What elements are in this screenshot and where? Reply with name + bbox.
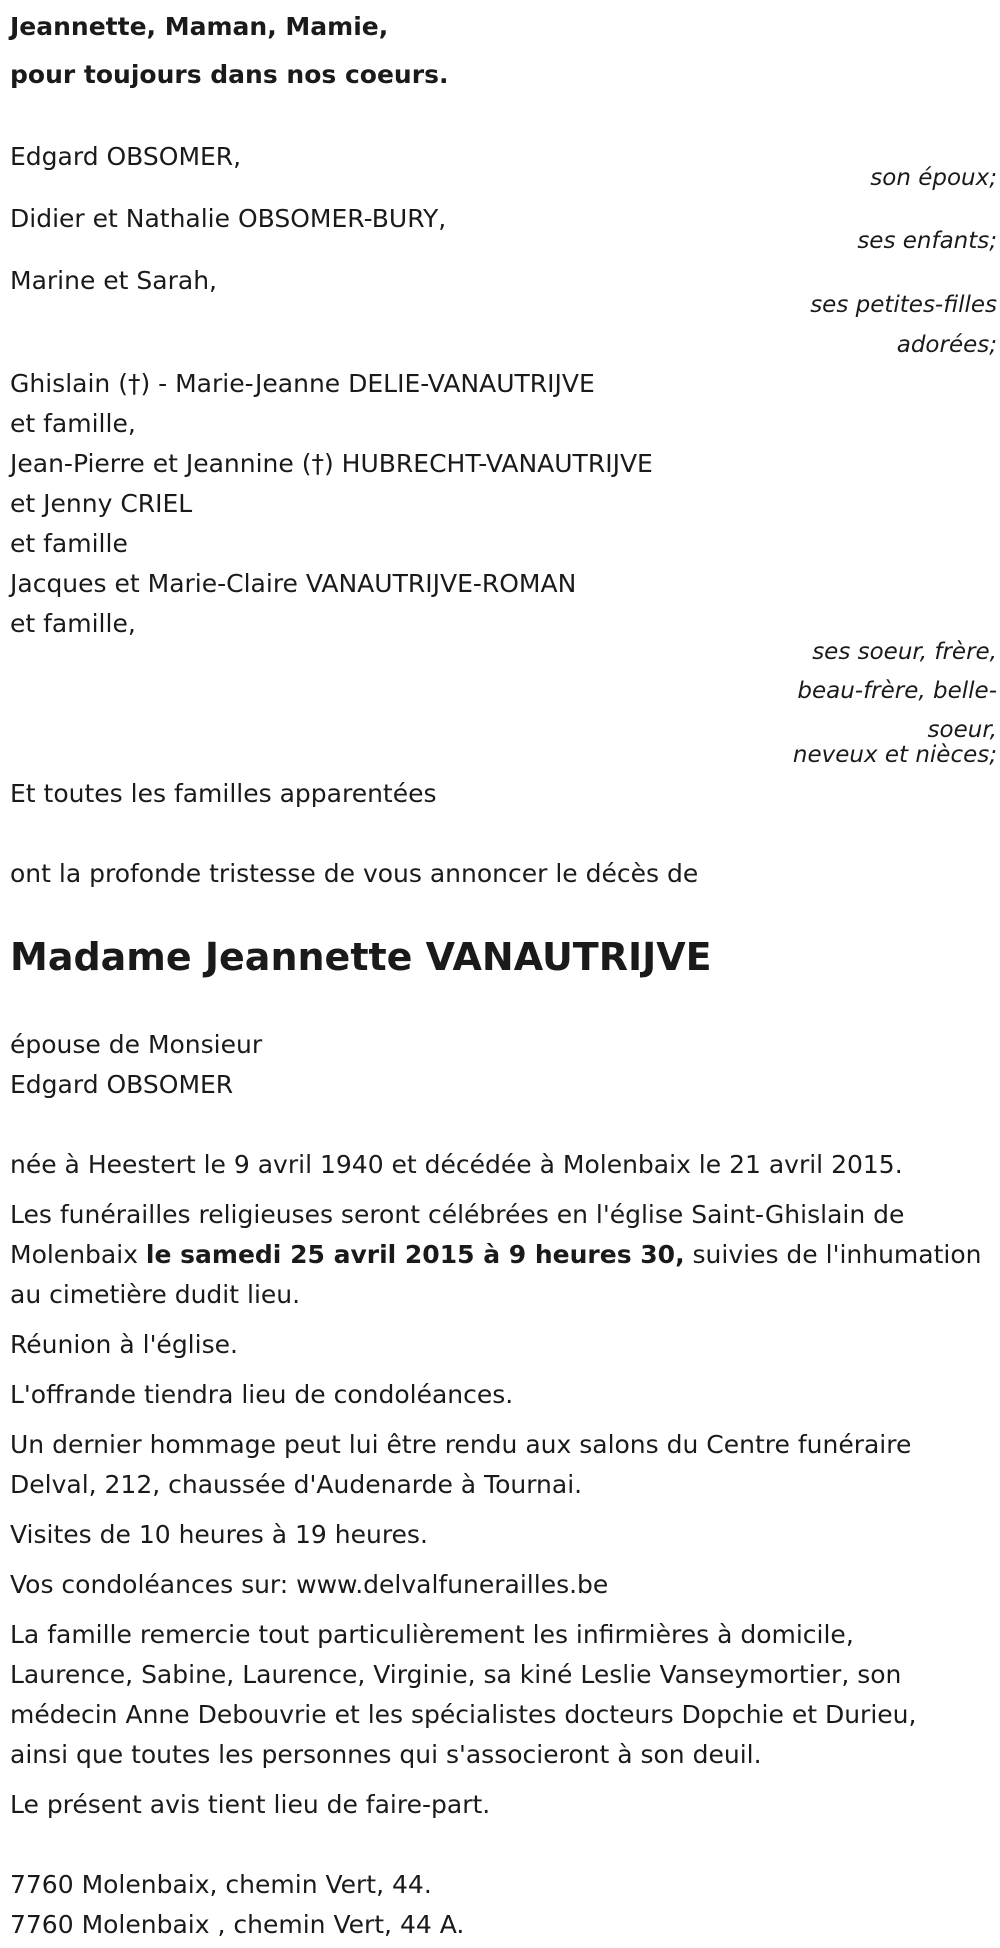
deceased-name: Madame Jeannette VANAUTRIJVE bbox=[10, 935, 712, 979]
family-role-grandchildren-line-1: ses petites-filles bbox=[810, 292, 997, 318]
sibling-line-1: Ghislain (†) - Marie-Jeanne DELIE-VANAUTRIJVE bbox=[10, 369, 595, 398]
address-line-1: 7760 Molenbaix, chemin Vert, 44. bbox=[10, 1870, 432, 1899]
funeral-place: Molenbaix bbox=[10, 1240, 146, 1269]
tagline-line-1: Jeannette, Maman, Mamie, bbox=[10, 12, 389, 41]
sibling-line-7: et famille, bbox=[10, 609, 136, 638]
siblings-role-line-2: beau-frère, belle- bbox=[797, 678, 997, 704]
hommage-line-2: Delval, 212, chaussée d'Audenarde à Tournai. bbox=[10, 1470, 583, 1499]
family-role-spouse: son époux; bbox=[870, 165, 997, 191]
funeral-line-1: Les funérailles religieuses seront célébrées en l'église Saint-Ghislain de bbox=[10, 1200, 905, 1229]
family-name-spouse: Edgard OBSOMER, bbox=[10, 142, 242, 171]
funeral-line-2 bbox=[10, 1235, 982, 1275]
sibling-line-2: et famille, bbox=[10, 409, 136, 438]
sibling-line-4: et Jenny CRIEL bbox=[10, 489, 193, 518]
thanks-line-1: La famille remercie tout particulièrement les infirmières à domicile, bbox=[10, 1620, 854, 1649]
family-name-children: Didier et Nathalie OBSOMER-BURY, bbox=[10, 204, 447, 233]
related-families: Et toutes les familles apparentées bbox=[10, 779, 437, 808]
reunion-info: Réunion à l'église. bbox=[10, 1330, 238, 1359]
hommage-line-1: Un dernier hommage peut lui être rendu aux salons du Centre funéraire bbox=[10, 1430, 912, 1459]
thanks-line-3: médecin Anne Debouvrie et les spécialistes docteurs Dopchie et Durieu, bbox=[10, 1700, 917, 1729]
family-role-grandchildren-line-2: adorées; bbox=[896, 332, 997, 358]
condolences-website: Vos condoléances sur: www.delvalfunerailles.be bbox=[10, 1570, 609, 1599]
sibling-line-6: Jacques et Marie-Claire VANAUTRIJVE-ROMAN bbox=[10, 569, 577, 598]
funeral-line-3: au cimetière dudit lieu. bbox=[10, 1280, 301, 1309]
funeral-date: le samedi 25 avril 2015 à 9 heures 30, bbox=[145, 1240, 685, 1269]
thanks-line-4: ainsi que toutes les personnes qui s'associeront à son deuil. bbox=[10, 1740, 762, 1769]
announcement: ont la profonde tristesse de vous annoncer le décès de bbox=[10, 859, 699, 888]
siblings-role-line-1: ses soeur, frère, bbox=[812, 639, 997, 665]
birth-death-info: née à Heestert le 9 avril 1940 et décédée à Molenbaix le 21 avril 2015. bbox=[10, 1150, 903, 1179]
thanks-line-2: Laurence, Sabine, Laurence, Virginie, sa kiné Leslie Vanseymortier, son bbox=[10, 1660, 902, 1689]
tagline-line-2: pour toujours dans nos coeurs. bbox=[10, 60, 449, 89]
visiting-hours: Visites de 10 heures à 19 heures. bbox=[10, 1520, 428, 1549]
address-line-2: 7760 Molenbaix , chemin Vert, 44 A. bbox=[10, 1910, 465, 1939]
sibling-line-3: Jean-Pierre et Jeannine (†) HUBRECHT-VANAUTRIJVE bbox=[10, 449, 653, 478]
sibling-line-5: et famille bbox=[10, 529, 128, 558]
family-role-children: ses enfants; bbox=[857, 228, 997, 254]
spouse-line-1: épouse de Monsieur bbox=[10, 1030, 263, 1059]
offrande-info: L'offrande tiendra lieu de condoléances. bbox=[10, 1380, 514, 1409]
funeral-burial: suivies de l'inhumation bbox=[684, 1240, 982, 1269]
siblings-role-line-3: soeur, bbox=[927, 717, 997, 743]
spouse-line-2: Edgard OBSOMER bbox=[10, 1070, 234, 1099]
family-name-grandchildren: Marine et Sarah, bbox=[10, 266, 217, 295]
faire-part-note: Le présent avis tient lieu de faire-part. bbox=[10, 1790, 491, 1819]
siblings-role-line-4: neveux et nièces; bbox=[792, 742, 997, 768]
